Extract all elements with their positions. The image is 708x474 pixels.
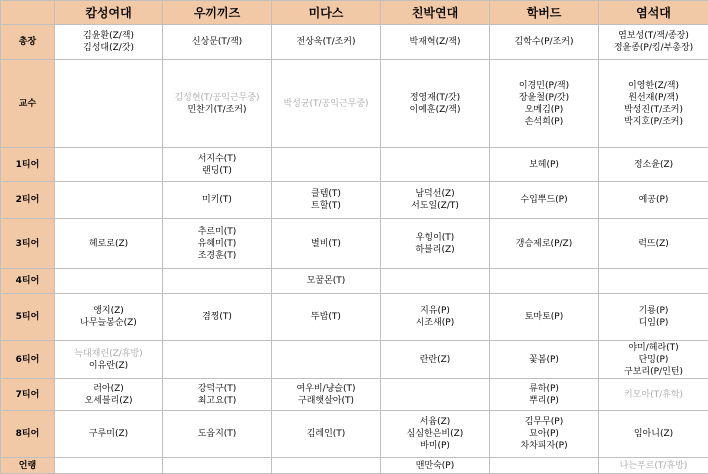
table-cell <box>381 219 490 269</box>
table-cell <box>490 182 599 219</box>
member-name: 서윰(Z) <box>383 416 487 428</box>
column-header: 캄성여대 <box>55 1 163 25</box>
table-cell <box>599 219 708 269</box>
table-cell <box>55 219 163 269</box>
row-header: 1티어 <box>1 148 55 182</box>
table-cell <box>55 458 163 474</box>
member-name: 남덕선(Z) <box>383 188 487 200</box>
member-name: 란란(Z) <box>383 354 487 366</box>
table-cell <box>381 60 490 148</box>
member-name: 김무무(P) <box>492 416 596 428</box>
member-name: 단밍(P) <box>601 354 706 366</box>
roster-body <box>1 25 708 474</box>
table-cell <box>272 219 381 269</box>
table-cell <box>272 148 381 182</box>
member-name: 이경민(P/잭) <box>492 80 596 92</box>
table-cell <box>55 60 163 148</box>
member-name: 구보리(P/인턴) <box>601 366 706 378</box>
member-name: 서도일(Z/T) <box>383 200 487 212</box>
member-name: 하블리(Z) <box>383 244 487 256</box>
table-row <box>1 294 708 341</box>
member-name: 정윤종(P/킹/부총장) <box>601 42 706 54</box>
member-name: 랜딩(T) <box>165 165 269 177</box>
table-cell <box>490 219 599 269</box>
table-row <box>1 219 708 269</box>
member-name: 장윤철(P/갓) <box>492 92 596 104</box>
member-name: 별비(T) <box>274 238 378 250</box>
table-cell <box>599 411 708 458</box>
table-cell <box>490 269 599 294</box>
member-name: 예공(P) <box>601 194 706 206</box>
table-cell <box>272 25 381 60</box>
member-name: 심심한은비(Z) <box>383 428 487 440</box>
member-name: 기룡(P) <box>601 305 706 317</box>
member-name: 조경훈(T) <box>165 250 269 262</box>
table-cell <box>55 411 163 458</box>
table-row <box>1 411 708 458</box>
member-name: 시조새(P) <box>383 317 487 329</box>
member-name: 도읍지(T) <box>165 428 269 440</box>
table-cell <box>163 294 272 341</box>
member-name: 민찬기(T/조커) <box>165 104 269 116</box>
table-cell <box>599 25 708 60</box>
member-name: 손석희(P) <box>492 116 596 128</box>
member-name: 꽃봄(P) <box>492 354 596 366</box>
member-name: 김성대(Z/갓) <box>57 42 160 54</box>
table-cell <box>163 341 272 379</box>
member-name: 구루미(Z) <box>57 428 160 440</box>
member-name: 유혜미(T) <box>165 238 269 250</box>
column-header: 우끼끼즈 <box>163 1 272 25</box>
member-name: 오메김(P) <box>492 104 596 116</box>
column-header: 미다스 <box>272 1 381 25</box>
member-name: 오세블리(Z) <box>57 395 160 407</box>
table-cell <box>490 341 599 379</box>
column-header: 친박연대 <box>381 1 490 25</box>
row-header: 8티어 <box>1 411 55 458</box>
row-header: 언랭 <box>1 458 55 474</box>
inactive-member-name: 김성현(T/공익근무중) <box>165 92 269 104</box>
table-cell <box>599 379 708 411</box>
member-name: 디임(P) <box>601 317 706 329</box>
member-name: 토마토(P) <box>492 311 596 323</box>
member-name: 모꿀몬(T) <box>274 275 378 287</box>
table-row <box>1 182 708 219</box>
table-cell <box>55 341 163 379</box>
member-name: 나무늘봉순(Z) <box>57 317 160 329</box>
table-cell <box>490 294 599 341</box>
table-cell <box>272 294 381 341</box>
column-header: 염석대 <box>599 1 708 25</box>
member-name: 이영한(Z/잭) <box>601 80 706 92</box>
table-cell <box>272 269 381 294</box>
table-cell <box>381 411 490 458</box>
table-cell <box>381 269 490 294</box>
member-name: 구래햇살아(T) <box>274 395 378 407</box>
member-name: 맨만숙(P) <box>383 460 487 472</box>
member-name: 여우비/냥슬(T) <box>274 383 378 395</box>
table-cell <box>55 269 163 294</box>
member-name: 갱승제로(P/Z) <box>492 238 596 250</box>
table-cell <box>490 411 599 458</box>
row-header: 3티어 <box>1 219 55 269</box>
table-cell <box>163 182 272 219</box>
table-cell <box>599 182 708 219</box>
table-cell <box>272 60 381 148</box>
member-name: 이예훈(Z/잭) <box>383 104 487 116</box>
row-header: 교수 <box>1 60 55 148</box>
member-name: 바미(P) <box>383 440 487 452</box>
row-header: 7티어 <box>1 379 55 411</box>
table-cell <box>599 148 708 182</box>
member-name: 럭뜨(Z) <box>601 238 706 250</box>
member-name: 서지수(T) <box>165 153 269 165</box>
member-name: 임아니(Z) <box>601 428 706 440</box>
member-name: 트할(T) <box>274 200 378 212</box>
member-name: 최고요(T) <box>165 395 269 407</box>
table-cell <box>381 182 490 219</box>
member-name: 추르미(T) <box>165 226 269 238</box>
row-header: 총장 <box>1 25 55 60</box>
table-cell <box>599 60 708 148</box>
member-name: 박성진(T/조커) <box>601 104 706 116</box>
inactive-member-name: 나는푸르(T/휴방) <box>601 460 706 472</box>
row-header: 5티어 <box>1 294 55 341</box>
table-cell <box>272 411 381 458</box>
table-cell <box>272 341 381 379</box>
inactive-member-name: 박성균(T/공익근무중) <box>274 98 378 110</box>
member-name: 묘아(P) <box>492 428 596 440</box>
member-name: 류하(P) <box>492 383 596 395</box>
table-cell <box>163 148 272 182</box>
table-cell <box>599 341 708 379</box>
table-cell <box>381 25 490 60</box>
member-name: 우힝이(T) <box>383 232 487 244</box>
member-name: 김윤환(Z/잭) <box>57 30 160 42</box>
member-name: 뚜밥(T) <box>274 311 378 323</box>
member-name: 야미/헤라(T) <box>601 342 706 354</box>
header-row <box>1 1 708 25</box>
member-name: 보헤(P) <box>492 159 596 171</box>
table-cell <box>599 269 708 294</box>
table-cell <box>163 60 272 148</box>
member-name: 전상욱(T/조커) <box>274 36 378 48</box>
table-row <box>1 458 708 474</box>
member-name: 이유란(Z) <box>57 360 160 372</box>
member-name: 수입뿌드(P) <box>492 194 596 206</box>
table-row <box>1 269 708 294</box>
table-row <box>1 379 708 411</box>
table-cell <box>163 25 272 60</box>
member-name: 뿌리(P) <box>492 395 596 407</box>
table-row <box>1 341 708 379</box>
row-header: 2티어 <box>1 182 55 219</box>
table-row <box>1 60 708 148</box>
member-name: 정영재(T/갓) <box>383 92 487 104</box>
table-cell <box>490 458 599 474</box>
table-cell <box>55 294 163 341</box>
table-cell <box>163 411 272 458</box>
member-name: 겸찡(T) <box>165 311 269 323</box>
column-header: 학버드 <box>490 1 599 25</box>
corner-header <box>1 1 55 25</box>
table-cell <box>490 379 599 411</box>
table-cell <box>490 148 599 182</box>
table-cell <box>163 379 272 411</box>
table-row <box>1 25 708 60</box>
member-name: 김레인(T) <box>274 428 378 440</box>
table-cell <box>599 294 708 341</box>
member-name: 헤로로(Z) <box>57 238 160 250</box>
table-cell <box>55 379 163 411</box>
member-name: 신상문(T/잭) <box>165 36 269 48</box>
table-cell <box>55 182 163 219</box>
member-name: 김학수(P/조커) <box>492 36 596 48</box>
member-name: 러아(Z) <box>57 383 160 395</box>
table-cell <box>163 219 272 269</box>
table-cell <box>381 294 490 341</box>
table-cell <box>163 458 272 474</box>
table-cell <box>599 458 708 474</box>
member-name: 원선재(P/잭) <box>601 92 706 104</box>
table-cell <box>490 25 599 60</box>
table-cell <box>381 341 490 379</box>
table-cell <box>55 148 163 182</box>
inactive-member-name: 키모아(T/휴학) <box>601 389 706 401</box>
table-cell <box>55 25 163 60</box>
table-cell <box>272 379 381 411</box>
inactive-member-name: 늑대재린(Z/휴방) <box>57 348 160 360</box>
table-cell <box>163 269 272 294</box>
member-name: 차차피자(P) <box>492 440 596 452</box>
table-row <box>1 148 708 182</box>
member-name: 박지호(P/조커) <box>601 116 706 128</box>
table-cell <box>272 458 381 474</box>
table-cell <box>272 182 381 219</box>
table-cell <box>490 60 599 148</box>
member-name: 정소윤(Z) <box>601 159 706 171</box>
row-header: 6티어 <box>1 341 55 379</box>
member-name: 미키(T) <box>165 194 269 206</box>
member-name: 클템(T) <box>274 188 378 200</box>
table-cell <box>381 379 490 411</box>
member-name: 염보성(T/잭/종장) <box>601 30 706 42</box>
member-name: 강덕구(T) <box>165 383 269 395</box>
row-header: 4티어 <box>1 269 55 294</box>
member-name: 지유(P) <box>383 305 487 317</box>
table-cell <box>381 148 490 182</box>
member-name: 박재혁(Z/잭) <box>383 36 487 48</box>
member-name: 앵지(Z) <box>57 305 160 317</box>
table-cell <box>381 458 490 474</box>
